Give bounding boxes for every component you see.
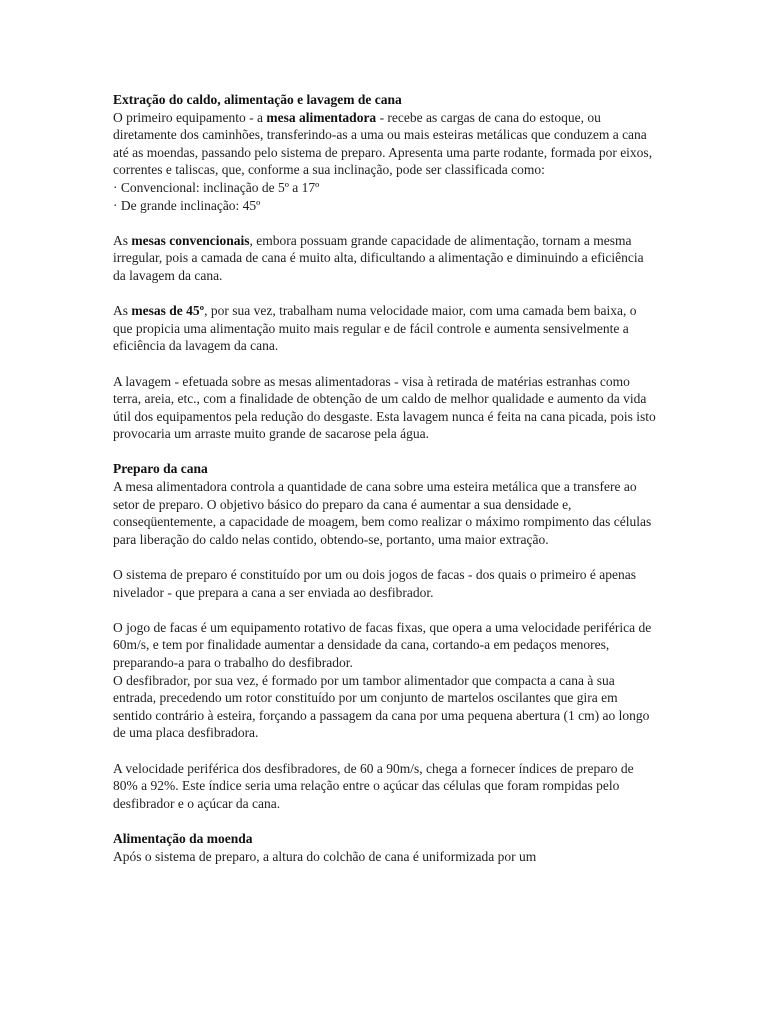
paragraph-lavagem: A lavagem - efetuada sobre as mesas alimentadoras - visa à retirada de matérias estranhas como terra, areia, etc., com a finalidade de obtenção de um caldo de melhor qualidade e aumento da vida útil dos equipamentos pela redução do desgaste. Esta lavagem nunca é feita na cana picada, pois isto provocaria um arraste muito grande de sacarose pela água. bbox=[113, 373, 656, 442]
paragraph-text: As bbox=[113, 232, 132, 248]
paragraph-mesas-convencionais bbox=[113, 232, 658, 285]
section-heading-extracao: Extração do caldo, alimentação e lavagem de cana bbox=[113, 92, 402, 107]
paragraph-text: O primeiro equipamento - a bbox=[113, 109, 267, 125]
paragraph-mesa-alimentadora bbox=[113, 109, 658, 179]
bold-term-mesa-alimentadora: mesa alimentadora bbox=[266, 109, 377, 125]
list-item-grande-inclinacao: · De grande inclinação: 45º bbox=[113, 197, 261, 213]
bold-term-mesas-convencionais: mesas convencionais bbox=[131, 232, 250, 248]
section-heading-preparo: Preparo da cana bbox=[113, 461, 208, 477]
paragraph-desfibrador: O desfibrador, por sua vez, é formado por um tambor alimentador que compacta a cana à sua entrada, precedendo um rotor constituído por um conjunto de martelos oscilantes que gira em sentido contrário à esteira, forçando a passagem da cana por uma pequena abertura (1 cm) ao longo de uma placa desfibradora. bbox=[113, 672, 650, 741]
paragraph-text: , embora possuam grande capacidade de alimentação, tornam a mesma irregular, pois a camada de cana é muito alta, dificultando a alimentação e diminuindo a eficiência da lavagem da cana. bbox=[113, 232, 644, 283]
list-item-convencional: · Convencional: inclinação de 5º a 17º bbox=[113, 179, 320, 195]
section-heading-alimentacao-moenda: Alimentação da moenda bbox=[113, 830, 253, 846]
bold-term-mesas-45: mesas de 45º bbox=[131, 303, 205, 319]
paragraph-apos-preparo: Após o sistema de preparo, a altura do colchão de cana é uniformizada por um bbox=[113, 848, 537, 864]
section-alimentacao-moenda bbox=[113, 830, 658, 865]
paragraph-sistema-preparo: O sistema de preparo é constituído por um ou dois jogos de facas - dos quais o primeiro é apenas nivelador - que prepara a cana a ser enviada ao desfibrador. bbox=[113, 567, 636, 600]
section-extracao bbox=[113, 91, 658, 214]
paragraph-jogo-facas: O jogo de facas é um equipamento rotativo de facas fixas, que opera a uma velocidade periférica de 60m/s, e tem por finalidade aumentar a densidade da cana, cortando-a em pedaços menores, preparando-a para o trabalho do desfibrador. bbox=[113, 619, 652, 670]
paragraph-preparo-objetivo: A mesa alimentadora controla a quantidade de cana sobre uma esteira metálica que a transfere ao setor de preparo. O objetivo básico do preparo da cana é aumentar a sua densidade e, conseqüentemente, a capacidade de moagem, bem como realizar o máximo rompimento das células para liberação do caldo nelas contido, obtendo-se, portanto, uma maior extração. bbox=[113, 479, 652, 547]
paragraph-mesas-45 bbox=[113, 302, 658, 355]
paragraph-text: , por sua vez, trabalham numa velocidade maior, com uma camada bem baixa, o que propicia uma alimentação muito mais regular e de fácil controle e aumenta sensivelmente a eficiência da lavagem da cana. bbox=[113, 303, 637, 354]
section-preparo bbox=[113, 460, 658, 548]
paragraph-text: - recebe as cargas de cana do estoque, ou diretamente dos caminhões, transferindo-as a uma ou mais esteiras metálicas que conduzem a cana até as moendas, passando pelo sistema de preparo. Apresenta uma parte rodante, formada por eixos, correntes e taliscas, que, conforme a sua inclinação, pode ser classificada como: bbox=[113, 109, 653, 178]
document-page bbox=[113, 91, 658, 865]
paragraph-velocidade-periferica: A velocidade periférica dos desfibradores, de 60 a 90m/s, chega a fornecer índices de preparo de 80% a 92%. Este índice seria uma relação entre o açúcar das células que foram rompidas pelo desfibrador e o açúcar da cana. bbox=[113, 760, 634, 811]
paragraph-text: As bbox=[113, 303, 132, 319]
